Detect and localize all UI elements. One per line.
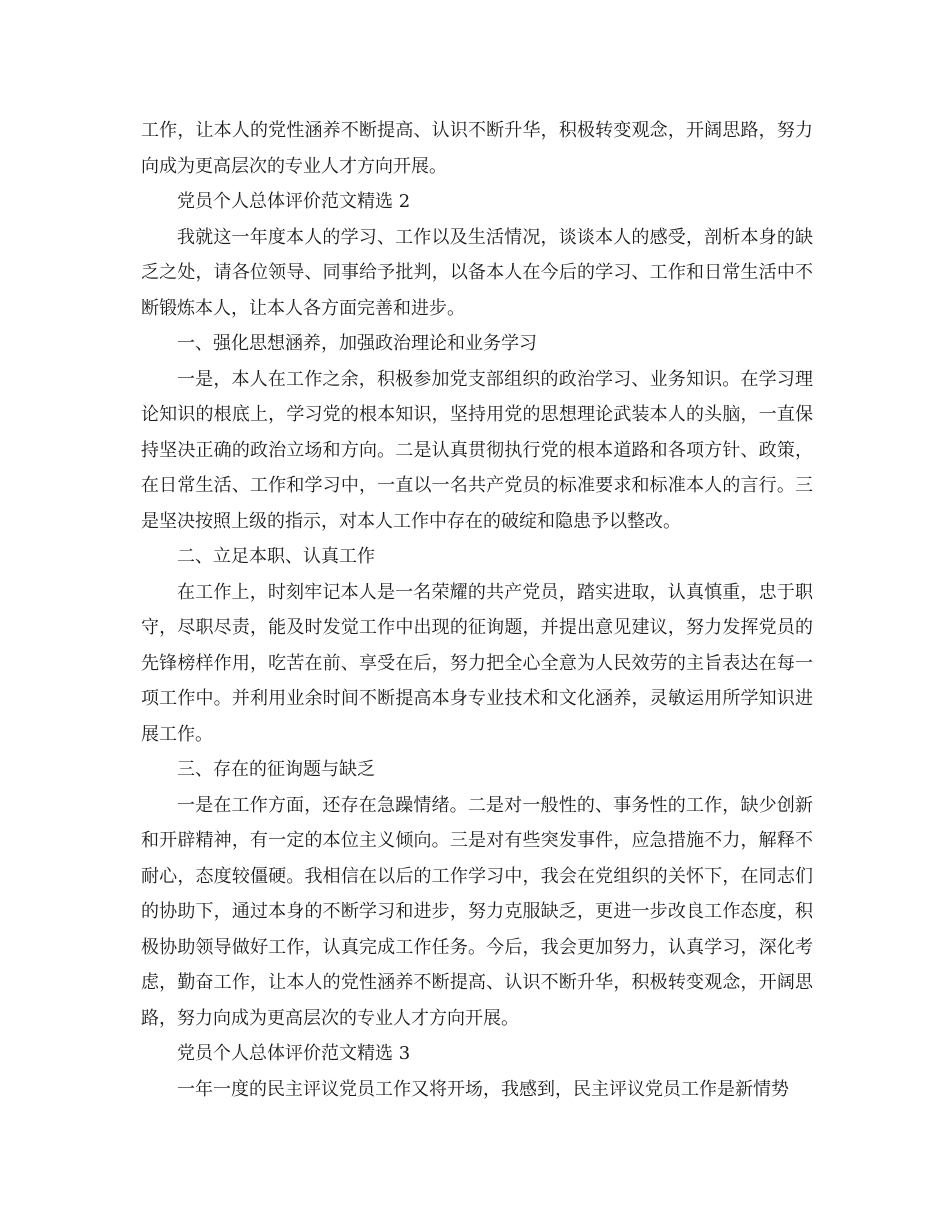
section-title-sample-3: 党员个人总体评价范文精选 3 xyxy=(177,1043,411,1064)
paragraph-work: 在工作上，时刻牢记本人是一名荣耀的共产党员，踏实进取，认真慎重，忠于职守，尽职尽责，能及时发觉工作中出现的征询题，并提出意见建议，努力发挥党员的先锋榜样作用，吃苦在前、享受在后，努力把全心全意为人民效劳的主旨表达在每一项工作中。并利用业余时间不断提高本身专业技术和文化涵养，灵敏运用所学知识进展工作。 xyxy=(141,581,813,745)
paragraph-intro: 我就这一年度本人的学习、工作以及生活情况，谈谈本人的感受，剖析本身的缺乏之处，请各位领导、同事给予批判，以备本人在今后的学习、工作和日常生活中不断锻炼本人，让本人各方面完善和进步。 xyxy=(141,226,813,319)
document-body xyxy=(141,113,813,1107)
paragraph-sample-3-start: 一年一度的民主评议党员工作又将开场，我感到，民主评议党员工作是新情势 xyxy=(177,1078,789,1100)
section-heading-3: 三、存在的征询题与缺乏 xyxy=(177,759,375,780)
paragraph-shortcomings: 一是在工作方面，还存在急躁情绪。二是对一般性的、事务性的工作，缺少创新和开辟精神，有一定的本位主义倾向。三是对有些突发事件，应急措施不力，解释不耐心，态度较僵硬。我相信在以后的工作学习中，我会在党组织的关怀下，在同志们的协助下，通过本身的不断学习和进步，努力克服缺乏，更进一步改良工作态度，积极协助领导做好工作，认真完成工作任务。今后，我会更加努力，认真学习，深化考虑，勤奋工作，让本人的党性涵养不断提高、认识不断升华，积极转变观念，开阔思路，努力向成为更高层次的专业人才方向开展。 xyxy=(141,794,813,1029)
paragraph-study: 一是，本人在工作之余，积极参加党支部组织的政治学习、业务知识。在学习理论知识的根底上，学习党的根本知识，坚持用党的思想理论武装本人的头脑，一直保持坚决正确的政治立场和方向。二是认真贯彻执行党的根本道路和各项方针、政策，在日常生活、工作和学习中，一直以一名共产党员的标准要求和标准本人的言行。三是坚决按照上级的指示，对本人工作中存在的破绽和隐患予以整改。 xyxy=(141,368,813,532)
paragraph-continuation: 工作，让本人的党性涵养不断提高、认识不断升华，积极转变观念，开阔思路，努力向成为更高层次的专业人才方向开展。 xyxy=(141,120,813,177)
section-heading-2: 二、立足本职、认真工作 xyxy=(177,546,375,567)
section-title-sample-2: 党员个人总体评价范文精选 2 xyxy=(177,191,411,212)
section-heading-1: 一、强化思想涵养，加强政治理论和业务学习 xyxy=(177,333,537,354)
